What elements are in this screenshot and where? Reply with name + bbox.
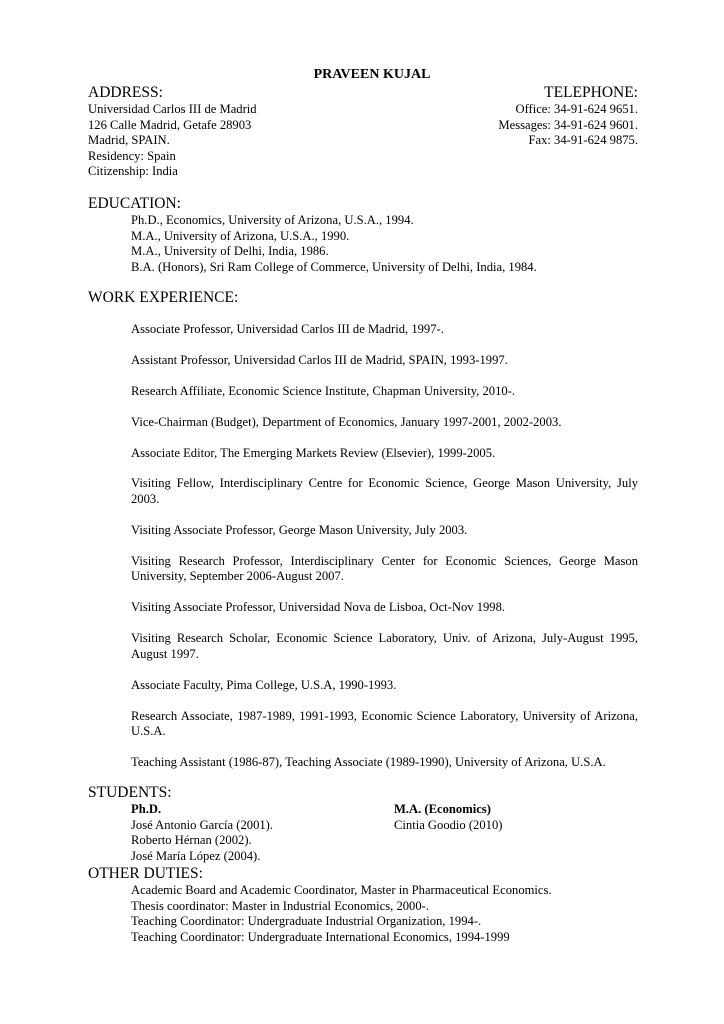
phone-fax: Fax: 34-91-624 9875.	[528, 133, 638, 148]
work-heading: WORK EXPERIENCE:	[88, 289, 239, 306]
duties-section	[88, 865, 638, 945]
address-heading: ADDRESS:	[88, 84, 163, 101]
education-heading: EDUCATION:	[88, 195, 181, 212]
phd-student: José Antonio García (2001).	[131, 817, 273, 832]
work-item: Teaching Assistant (1986-87), Teaching Associate (1989-1990), University of Arizona, U.S.A.	[131, 755, 606, 770]
address-line: Universidad Carlos III de Madrid	[88, 102, 257, 116]
phone-office: Office: 34-91-624 9651.	[515, 102, 638, 116]
education-item: M.A., University of Arizona, U.S.A., 1990.	[131, 228, 350, 243]
citizenship-line: Citizenship: India	[88, 164, 178, 179]
duty-item: Thesis coordinator: Master in Industrial Economics, 2000-.	[131, 898, 429, 913]
person-name: PRAVEEN KUJAL	[313, 67, 431, 82]
phd-students	[131, 802, 394, 864]
duty-item: Teaching Coordinator: Undergraduate Industrial Organization, 1994-.	[131, 914, 482, 929]
work-item: Associate Faculty, Pima College, U.S.A, 1990-1993.	[131, 677, 397, 692]
education-item: M.A., University of Delhi, India, 1986.	[131, 244, 329, 259]
students-heading: STUDENTS:	[88, 784, 172, 801]
phone-messages: Messages: 34-91-624 9601.	[498, 117, 638, 132]
work-section	[88, 289, 638, 786]
residency-line: Residency: Spain	[88, 148, 176, 163]
work-item: Visiting Fellow, Interdisciplinary Centre for Economic Science, George Mason University, July 2003.	[131, 476, 638, 507]
work-item: Visiting Research Scholar, Economic Science Laboratory, Univ. of Arizona, July-August 1995, August 1997.	[131, 631, 638, 661]
duty-item: Academic Board and Academic Coordinator, Master in Pharmaceutical Economics.	[131, 883, 552, 897]
work-item: Visiting Research Professor, Interdisciplinary Center for Economic Sciences, George Mason University, September 2006-August 2007.	[131, 553, 638, 584]
ma-student: Cintia Goodio (2010)	[394, 817, 503, 832]
ma-students	[394, 802, 502, 864]
ma-heading: M.A. (Economics)	[394, 802, 491, 816]
work-item: Associate Editor, The Emerging Markets Review (Elsevier), 1999-2005.	[131, 445, 496, 460]
phd-student: Roberto Hérnan (2002).	[131, 833, 252, 848]
students-section	[88, 784, 638, 864]
education-item: B.A. (Honors), Sri Ram College of Commerce, University of Delhi, India, 1984.	[131, 259, 537, 274]
work-item: Associate Professor, Universidad Carlos III de Madrid, 1997-.	[131, 322, 444, 336]
work-item: Assistant Professor, Universidad Carlos III de Madrid, SPAIN, 1993-1997.	[131, 352, 508, 367]
telephone-heading: TELEPHONE:	[544, 84, 638, 101]
work-item: Visiting Associate Professor, George Mason University, July 2003.	[131, 522, 468, 537]
phd-heading: Ph.D.	[131, 802, 162, 816]
address-block	[88, 84, 257, 180]
work-item: Research Affiliate, Economic Science Institute, Chapman University, 2010-.	[131, 383, 516, 398]
education-section	[88, 195, 638, 275]
phd-student: José María López (2004).	[131, 848, 261, 863]
duties-heading: OTHER DUTIES:	[88, 865, 203, 882]
education-item: Ph.D., Economics, University of Arizona, U.S.A., 1994.	[131, 213, 414, 227]
work-item: Visiting Associate Professor, Universidad Nova de Lisboa, Oct-Nov 1998.	[131, 600, 506, 615]
work-item: Vice-Chairman (Budget), Department of Economics, January 1997-2001, 2002-2003.	[131, 414, 562, 429]
contact-section	[88, 84, 638, 180]
telephone-block	[498, 84, 638, 180]
duty-item: Teaching Coordinator: Undergraduate International Economics, 1994-1999	[131, 929, 510, 944]
work-item: Research Associate, 1987-1989, 1991-1993, Economic Science Laboratory, University of Arizona, U.S.A.	[131, 708, 638, 739]
address-line: Madrid, SPAIN.	[88, 133, 170, 148]
address-line: 126 Calle Madrid, Getafe 28903	[88, 117, 252, 132]
